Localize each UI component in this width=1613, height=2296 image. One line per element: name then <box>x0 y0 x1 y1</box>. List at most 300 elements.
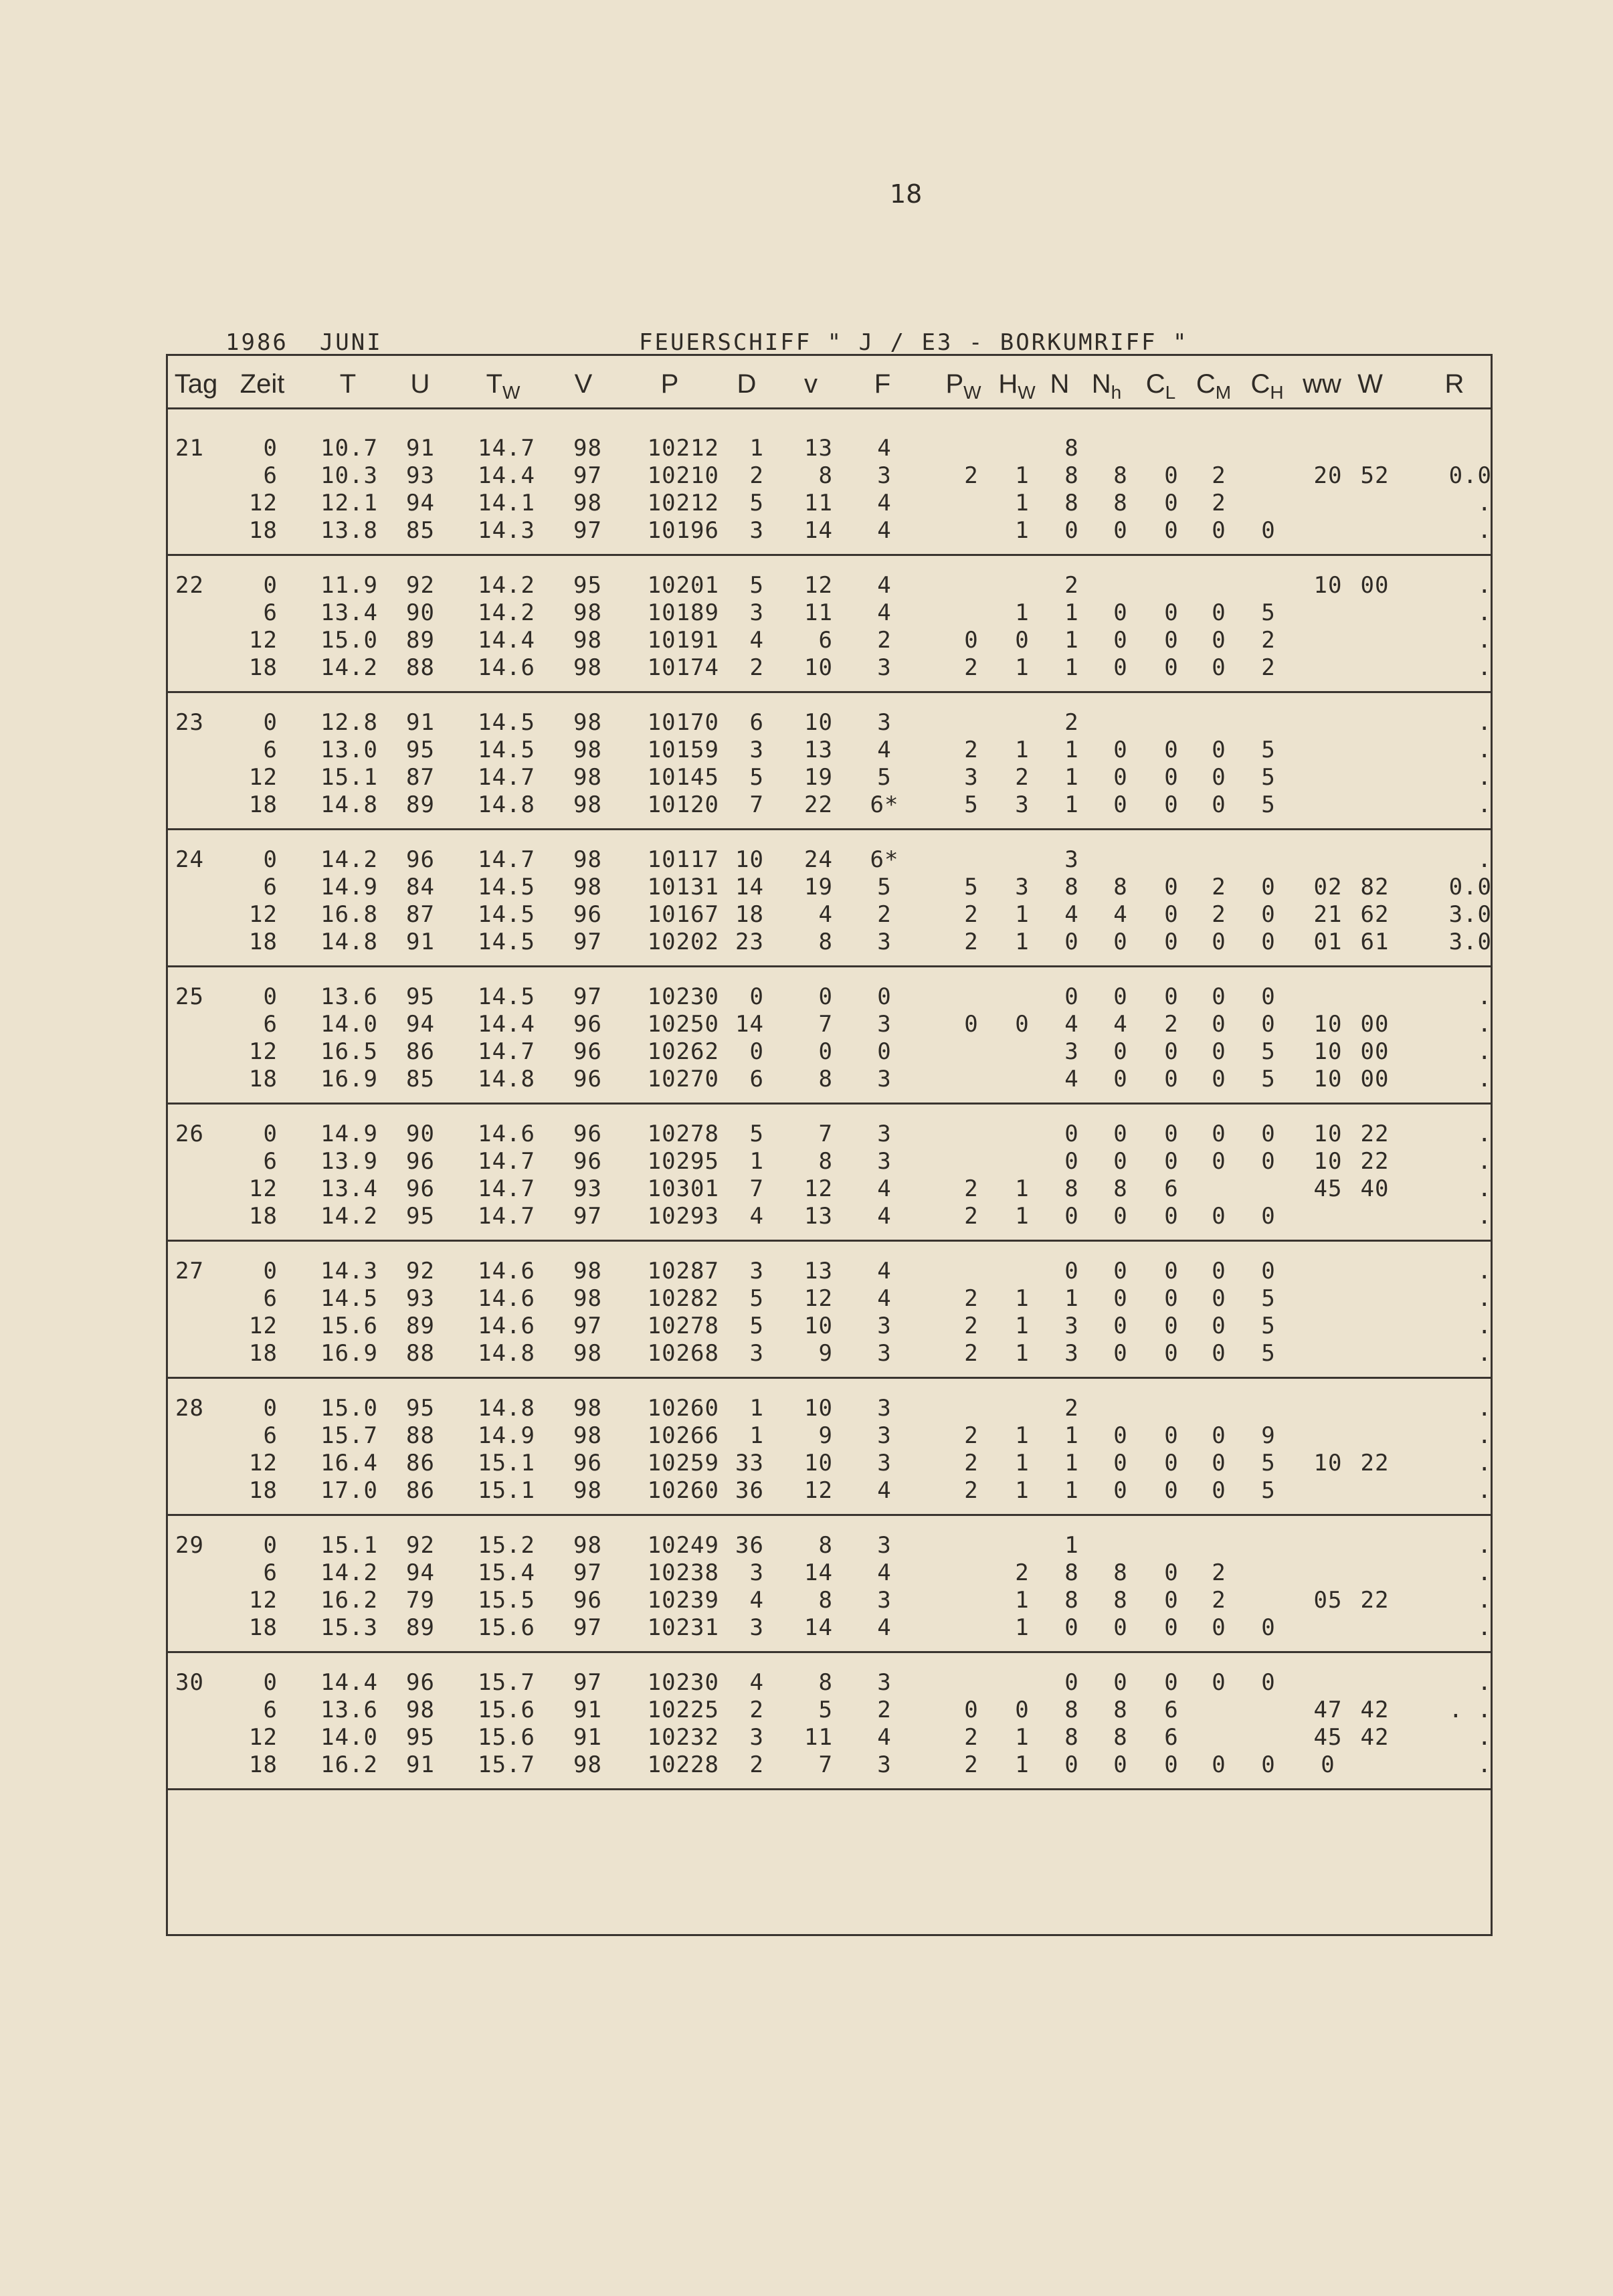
table-cell: 2 <box>1261 654 1276 681</box>
table-cell: 1 <box>1015 490 1030 516</box>
table-cell: 11 <box>804 599 833 626</box>
table-cell: 6 <box>263 1422 278 1449</box>
table-cell: 0 <box>1113 983 1128 1010</box>
table-cell: 1 <box>1015 1751 1030 1778</box>
table-cell: 5 <box>1261 1450 1276 1476</box>
table-cell: 5 <box>1261 737 1276 763</box>
table-cell: 22 <box>1360 1450 1390 1476</box>
table-cell: 86 <box>406 1038 435 1065</box>
table-cell: 14 <box>735 874 764 900</box>
table-cell: 0 <box>1064 1121 1079 1147</box>
table-cell: 18 <box>249 791 278 818</box>
table-cell: 16.2 <box>320 1751 378 1778</box>
table-cell: 3 <box>877 462 892 489</box>
table-cell: 2 <box>877 901 892 928</box>
table-cell: 14.4 <box>320 1669 378 1696</box>
table-cell: 0 <box>1164 1340 1179 1367</box>
table-cell: 1 <box>1015 1450 1030 1476</box>
table-cell: 45 <box>1313 1175 1343 1202</box>
col-header-t: T <box>339 369 357 399</box>
table-cell: 8 <box>1113 1724 1128 1751</box>
table-cell: 14.5 <box>478 983 535 1010</box>
table-cell: 6* <box>870 791 899 818</box>
table-cell: 4 <box>818 901 833 928</box>
table-cell: 14.3 <box>478 517 535 544</box>
table-cell: 3 <box>877 1313 892 1339</box>
table-cell: 13 <box>804 1203 833 1230</box>
table-cell: 5 <box>749 1285 764 1312</box>
day-label: 26 <box>175 1121 204 1147</box>
table-cell: 13 <box>804 1258 833 1284</box>
table-cell: 14.6 <box>478 1121 535 1147</box>
table-cell: . <box>1477 1559 1492 1586</box>
table-cell: 2 <box>964 1724 979 1751</box>
table-cell: 0 <box>1113 627 1128 654</box>
table-cell: 16.9 <box>320 1340 378 1367</box>
table-cell: 4 <box>877 599 892 626</box>
table-cell: 2 <box>1164 1011 1179 1038</box>
table-cell: 12 <box>804 1175 833 1202</box>
table-cell: 95 <box>406 1203 435 1230</box>
col-header-w: W <box>1357 369 1383 399</box>
table-cell: 14.6 <box>478 654 535 681</box>
table-cell: 1 <box>1015 462 1030 489</box>
table-cell: 4 <box>877 572 892 599</box>
table-cell: 98 <box>573 654 602 681</box>
table-cell: 16.4 <box>320 1450 378 1476</box>
table-cell: 10225 <box>647 1697 719 1723</box>
table-cell: 10270 <box>647 1066 719 1092</box>
table-cell: 10145 <box>647 764 719 791</box>
table-cell: 6* <box>870 846 899 873</box>
table-cell: 10 <box>804 1450 833 1476</box>
table-cell: 14.2 <box>478 572 535 599</box>
table-cell: 10201 <box>647 572 719 599</box>
table-cell: 0 <box>749 983 764 1010</box>
table-cell: 14.4 <box>478 1011 535 1038</box>
table-cell: 3 <box>877 1532 892 1559</box>
table-cell: 0 <box>1113 1751 1128 1778</box>
table-cell: 12.1 <box>320 490 378 516</box>
table-cell: . <box>1477 1450 1492 1476</box>
table-cell: 98 <box>573 627 602 654</box>
table-cell: 92 <box>406 572 435 599</box>
table-cell: 1 <box>1015 1614 1030 1641</box>
col-header-nh: $N_h$ <box>1091 369 1122 403</box>
table-cell: 1 <box>749 1148 764 1175</box>
table-cell: 3 <box>1064 1313 1079 1339</box>
table-cell: 22 <box>1360 1121 1390 1147</box>
table-cell: 10196 <box>647 517 719 544</box>
table-cell: 6 <box>263 737 278 763</box>
table-cell: 18 <box>249 1614 278 1641</box>
table-cell: 02 <box>1313 874 1343 900</box>
table-cell: 0 <box>1261 1203 1276 1230</box>
table-cell: 1 <box>1015 929 1030 955</box>
table-cell: 4 <box>749 1669 764 1696</box>
table-cell: 4 <box>877 1175 892 1202</box>
table-cell: 15.0 <box>320 627 378 654</box>
table-cell: 0 <box>1113 1285 1128 1312</box>
table-cell: 5 <box>749 490 764 516</box>
table-cell: 88 <box>406 1422 435 1449</box>
table-cell: 42 <box>1360 1724 1390 1751</box>
table-cell: 7 <box>818 1011 833 1038</box>
table-cell: 2 <box>1015 764 1030 791</box>
table-cell: 1 <box>1064 599 1079 626</box>
table-cell: 0 <box>877 983 892 1010</box>
table-cell: 85 <box>406 1066 435 1092</box>
table-cell: 45 <box>1313 1724 1343 1751</box>
table-cell: 3 <box>749 1340 764 1367</box>
table-cell: 0 <box>263 572 278 599</box>
table-cell: 10 <box>1313 1066 1343 1092</box>
table-cell: 5 <box>1261 1340 1276 1367</box>
table-cell: 86 <box>406 1450 435 1476</box>
table-cell: 0 <box>1212 764 1226 791</box>
table-cell: 14.7 <box>478 1203 535 1230</box>
table-cell: 24 <box>804 846 833 873</box>
table-cell: 5 <box>1261 1285 1276 1312</box>
table-cell: 5 <box>877 874 892 900</box>
table-cell: 0 <box>1064 1203 1079 1230</box>
table-cell: 6 <box>263 1559 278 1586</box>
table-cell: 2 <box>877 627 892 654</box>
table-cell: 95 <box>406 737 435 763</box>
table-cell: 42 <box>1360 1697 1390 1723</box>
table-cell: 5 <box>749 1313 764 1339</box>
table-cell: . <box>1477 572 1492 599</box>
table-cell: 10230 <box>647 983 719 1010</box>
table-cell: 8 <box>818 1669 833 1696</box>
table-cell: 6 <box>749 709 764 736</box>
table-cell: 3 <box>877 654 892 681</box>
table-cell: . <box>1477 599 1492 626</box>
table-cell: 2 <box>964 737 979 763</box>
table-cell: 8 <box>1064 462 1079 489</box>
table-cell: 1 <box>1015 1724 1030 1751</box>
table-cell: 8 <box>818 1066 833 1092</box>
table-cell: 98 <box>573 791 602 818</box>
table-cell: . <box>1477 1121 1492 1147</box>
table-cell: 12 <box>249 490 278 516</box>
table-cell: 0 <box>1212 1121 1226 1147</box>
table-cell: 97 <box>573 983 602 1010</box>
table-cell: 2 <box>964 1313 979 1339</box>
table-cell: 1 <box>1015 654 1030 681</box>
table-cell: 14 <box>804 1614 833 1641</box>
table-cell: 97 <box>573 1313 602 1339</box>
table-cell: 0 <box>1064 517 1079 544</box>
col-header-v-lower: v <box>804 369 818 399</box>
table-cell: 98 <box>573 1258 602 1284</box>
table-cell: 10278 <box>647 1313 719 1339</box>
table-cell: 7 <box>818 1751 833 1778</box>
table-cell: 2 <box>964 929 979 955</box>
col-header-ch: $C_H$ <box>1250 369 1284 403</box>
table-cell: 96 <box>406 1148 435 1175</box>
table-cell: 22 <box>1360 1587 1390 1614</box>
col-header-f: F <box>874 369 891 399</box>
table-cell: 89 <box>406 791 435 818</box>
table-cell: 0 <box>1113 1422 1128 1449</box>
table-cell: 4 <box>877 1285 892 1312</box>
table-cell: 1 <box>1064 1285 1079 1312</box>
table-cell: . <box>1477 1614 1492 1641</box>
table-cell: 10212 <box>647 435 719 462</box>
table-cell: 12 <box>249 1587 278 1614</box>
table-cell: 18 <box>249 1751 278 1778</box>
table-cell: 5 <box>1261 764 1276 791</box>
table-cell: 91 <box>406 709 435 736</box>
table-cell: 21 <box>1313 901 1343 928</box>
table-cell: 10 <box>1313 572 1343 599</box>
table-cell: 96 <box>573 1011 602 1038</box>
table-cell: . <box>1477 1587 1492 1614</box>
table-cell: 91 <box>406 1751 435 1778</box>
table-cell: . <box>1477 1175 1492 1202</box>
table-cell: 0 <box>1212 983 1226 1010</box>
table-cell: 15.6 <box>478 1697 535 1723</box>
table-cell: 12.8 <box>320 709 378 736</box>
table-cell: 0 <box>1164 874 1179 900</box>
table-cell: 0 <box>1261 1258 1276 1284</box>
table-cell: 1 <box>1064 654 1079 681</box>
table-cell: 14.6 <box>478 1285 535 1312</box>
table-cell: 10 <box>1313 1148 1343 1175</box>
table-cell: 0 <box>263 846 278 873</box>
table-cell: 40 <box>1360 1175 1390 1202</box>
table-cell: 79 <box>406 1587 435 1614</box>
table-cell: 10.7 <box>320 435 378 462</box>
table-cell: 15.7 <box>478 1669 535 1696</box>
table-cell: 3 <box>1064 1038 1079 1065</box>
table-cell: 10301 <box>647 1175 719 1202</box>
col-header-u: U <box>410 369 430 399</box>
table-cell: 3 <box>749 737 764 763</box>
table-cell: 4 <box>877 737 892 763</box>
table-cell: 1 <box>1064 627 1079 654</box>
table-cell: 6 <box>263 1697 278 1723</box>
table-cell: 0 <box>1113 1148 1128 1175</box>
table-cell: 98 <box>573 846 602 873</box>
table-cell: 0 <box>1164 1285 1179 1312</box>
table-cell: 5 <box>749 572 764 599</box>
table-cell: . <box>1477 791 1492 818</box>
table-cell: 8 <box>1113 462 1128 489</box>
table-cell: 0 <box>1212 1285 1226 1312</box>
day-label: 24 <box>175 846 204 873</box>
table-cell: 98 <box>573 1751 602 1778</box>
table-cell: 3 <box>877 1066 892 1092</box>
table-cell: 6 <box>749 1066 764 1092</box>
table-cell: 3 <box>749 599 764 626</box>
table-cell: 13.4 <box>320 1175 378 1202</box>
table-cell: 2 <box>1261 627 1276 654</box>
table-cell: 2 <box>749 462 764 489</box>
table-cell: 0 <box>964 1011 979 1038</box>
table-cell: 2 <box>964 1751 979 1778</box>
table-cell: 98 <box>573 709 602 736</box>
table-cell: 0 <box>1113 791 1128 818</box>
table-cell: 0 <box>1164 1203 1179 1230</box>
col-header-n: N <box>1050 369 1070 399</box>
table-cell: 5 <box>1261 1038 1276 1065</box>
table-cell: 0 <box>1113 764 1128 791</box>
table-cell: 0 <box>1321 1751 1335 1778</box>
table-cell: 6 <box>263 599 278 626</box>
table-cell: 87 <box>406 901 435 928</box>
col-header-d: D <box>737 369 757 399</box>
table-cell: 2 <box>749 1751 764 1778</box>
table-cell: 0 <box>1212 517 1226 544</box>
table-cell: 0 <box>1064 1614 1079 1641</box>
table-cell: 36 <box>735 1477 764 1504</box>
table-cell: 12 <box>249 1724 278 1751</box>
table-cell: 15.0 <box>320 1395 378 1422</box>
table-cell: 0 <box>1064 929 1079 955</box>
table-cell: 89 <box>406 1313 435 1339</box>
table-cell: 96 <box>573 901 602 928</box>
table-cell: 4 <box>749 1203 764 1230</box>
table-cell: 0 <box>1212 1477 1226 1504</box>
table-cell: 0 <box>1064 1258 1079 1284</box>
table-cell: 0 <box>263 983 278 1010</box>
table-cell: 14.8 <box>320 929 378 955</box>
table-cell: 4 <box>877 1724 892 1751</box>
table-cell: 10202 <box>647 929 719 955</box>
table-cell: 10278 <box>647 1121 719 1147</box>
table-cell: 4 <box>1113 1011 1128 1038</box>
table-cell: 1 <box>1015 517 1030 544</box>
table-cell: 14.2 <box>320 654 378 681</box>
table-cell: 98 <box>573 435 602 462</box>
header-date: 1986 JUNI <box>225 329 383 356</box>
table-cell: 14.9 <box>478 1422 535 1449</box>
table-cell: 0 <box>1212 1669 1226 1696</box>
table-cell: 0 <box>1113 1450 1128 1476</box>
table-cell: 14.5 <box>478 737 535 763</box>
table-cell: 15.1 <box>478 1450 535 1476</box>
table-cell: 14.3 <box>320 1258 378 1284</box>
table-cell: 2 <box>964 1203 979 1230</box>
table-cell: 8 <box>818 929 833 955</box>
table-cell: 6 <box>1164 1724 1179 1751</box>
table-cell: 7 <box>749 791 764 818</box>
table-cell: 14.0 <box>320 1011 378 1038</box>
table-cell: 3 <box>877 1751 892 1778</box>
table-cell: 6 <box>263 462 278 489</box>
table-cell: 52 <box>1360 462 1390 489</box>
table-cell: 5 <box>749 1121 764 1147</box>
table-cell: 14.9 <box>320 1121 378 1147</box>
table-cell: 14.1 <box>478 490 535 516</box>
table-cell: 89 <box>406 1614 435 1641</box>
table-cell: 18 <box>249 1066 278 1092</box>
day-label: 30 <box>175 1669 204 1696</box>
table-cell: 5 <box>1261 1313 1276 1339</box>
table-cell: 15.4 <box>478 1559 535 1586</box>
table-cell: 87 <box>406 764 435 791</box>
table-cell: 8 <box>818 462 833 489</box>
table-cell: 10191 <box>647 627 719 654</box>
table-cell: 3 <box>1064 1340 1079 1367</box>
table-cell: 0 <box>1064 1148 1079 1175</box>
table-cell: 12 <box>249 1038 278 1065</box>
table-cell: 4 <box>877 1559 892 1586</box>
table-cell: 17.0 <box>320 1477 378 1504</box>
table-cell: 2 <box>1015 1559 1030 1586</box>
table-cell: 14.6 <box>478 1258 535 1284</box>
table-cell: 4 <box>1064 1011 1079 1038</box>
table-cell: 13.9 <box>320 1148 378 1175</box>
table-cell: . <box>1477 1751 1492 1778</box>
table-cell: 0 <box>1164 1038 1179 1065</box>
table-cell: 0 <box>1015 1011 1030 1038</box>
table-cell: 10 <box>804 709 833 736</box>
header-station: FEUERSCHIFF " J / E3 - BORKUMRIFF " <box>639 329 1189 356</box>
col-header-p: P <box>660 369 679 399</box>
table-cell: 0 <box>1164 764 1179 791</box>
table-cell: 13.6 <box>320 1697 378 1723</box>
table-cell: 0.0 <box>1448 462 1492 489</box>
table-cell: 5 <box>1261 1477 1276 1504</box>
table-cell: 0 <box>1113 1066 1128 1092</box>
table-cell: 3 <box>877 1011 892 1038</box>
table-cell: 1 <box>1015 1175 1030 1202</box>
day-label: 23 <box>175 709 204 736</box>
day-separator <box>166 1377 1493 1379</box>
table-cell: 19 <box>804 764 833 791</box>
day-separator <box>166 1240 1493 1242</box>
table-cell: 5 <box>1261 1066 1276 1092</box>
table-cell: 14 <box>735 1011 764 1038</box>
table-cell: . . <box>1448 1697 1492 1723</box>
table-cell: 10293 <box>647 1203 719 1230</box>
table-cell: . <box>1477 1203 1492 1230</box>
table-cell: 10159 <box>647 737 719 763</box>
table-cell: 10266 <box>647 1422 719 1449</box>
table-cell: 3 <box>877 1422 892 1449</box>
table-cell: 15.7 <box>320 1422 378 1449</box>
table-cell: 15.6 <box>320 1313 378 1339</box>
table-cell: 0 <box>1212 1422 1226 1449</box>
day-separator <box>166 1514 1493 1516</box>
table-cell: 00 <box>1360 1011 1390 1038</box>
table-cell: 0 <box>1164 1559 1179 1586</box>
table-cell: 9 <box>818 1340 833 1367</box>
page-number: 18 <box>890 179 923 209</box>
table-cell: 10260 <box>647 1477 719 1504</box>
table-cell: 93 <box>573 1175 602 1202</box>
table-cell: 15.5 <box>478 1587 535 1614</box>
table-cell: 0 <box>1164 599 1179 626</box>
table-cell: 95 <box>406 1724 435 1751</box>
table-cell: 11 <box>804 490 833 516</box>
table-cell: . <box>1477 490 1492 516</box>
table-cell: 0 <box>1261 901 1276 928</box>
table-cell: 3 <box>1064 846 1079 873</box>
table-cell: 90 <box>406 599 435 626</box>
table-cell: 1 <box>749 1395 764 1422</box>
table-cell: 0 <box>263 1532 278 1559</box>
table-cell: 10 <box>804 1395 833 1422</box>
table-cell: 0 <box>1261 1011 1276 1038</box>
table-cell: 6 <box>263 874 278 900</box>
table-cell: 0 <box>1164 737 1179 763</box>
table-cell: 0 <box>1164 1313 1179 1339</box>
table-cell: 97 <box>573 1203 602 1230</box>
